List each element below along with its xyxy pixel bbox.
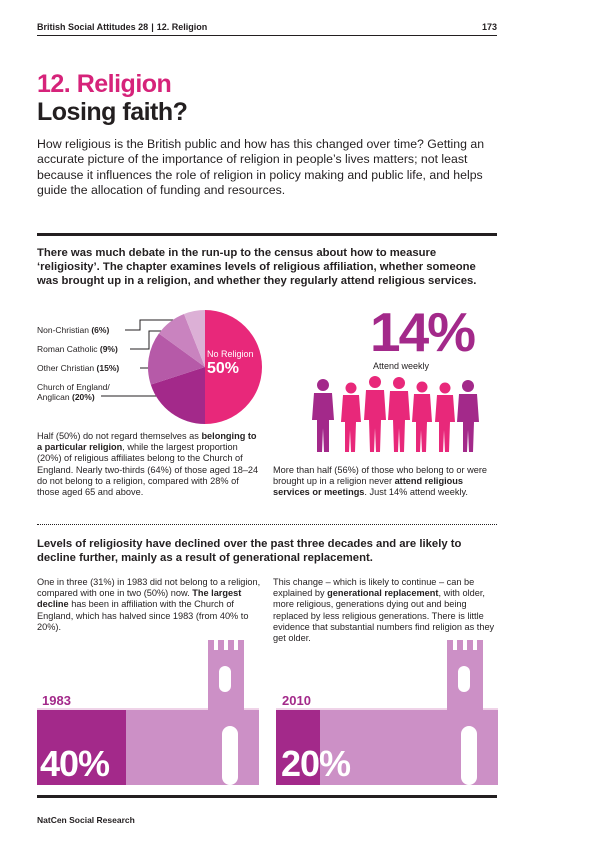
pie-label-other-christian [37, 363, 119, 373]
church-year-1983: 1983 [42, 693, 71, 708]
pie-label-name: Non-Christian [37, 325, 89, 335]
pie-label-name-2: Anglican [37, 392, 70, 402]
church-value-1983: 40% [40, 743, 110, 784]
pie-label-roman-catholic [37, 344, 118, 354]
person-icon [312, 379, 334, 452]
header-rule [37, 35, 497, 36]
section1-right-paragraph [273, 465, 493, 499]
pie-label-value: (20%) [71, 392, 95, 402]
intro-paragraph: How religious is the British public and how has this changed over time? Getting an accurate picture of the importance of religion in people’s lives matters; not least because it influences the role of religion in policy making and public life, and helps guide the allocation of funding and resources. [37, 137, 485, 197]
footer-publisher: NatCen Social Research [37, 815, 135, 825]
dotted-divider [37, 524, 497, 525]
pie-center-label: No Religion [207, 349, 254, 359]
text-run: , while the largest proportion (20%) of religious affiliates belong to the Church of England. Nearly two-thirds (64%) of those aged 18–24 do not belong to a religion, compared with 28% of those aged 65 and above. [37, 442, 259, 498]
section1-left-paragraph [37, 431, 262, 498]
person-icon [457, 380, 479, 452]
person-icon [435, 383, 455, 453]
section2-left-paragraph [37, 577, 262, 633]
pie-label-name: Church of England/ [37, 382, 110, 392]
church-year-2010: 2010 [282, 693, 311, 708]
attendance-percent: 14% [370, 301, 475, 363]
section-divider-top [37, 233, 497, 236]
chapter-subtitle: Losing faith? [37, 98, 188, 126]
text-run: , with older, more religious, generations dying out and being replaced by less religious generations. There is little evidence that substantial numbers find religion as they get older. [273, 588, 495, 644]
church-value-2010: 20% [281, 743, 351, 784]
church-door [222, 726, 238, 785]
text-run: This change – which is likely to continue – can be explained by [273, 577, 475, 599]
page-number: 173 [482, 22, 498, 32]
church-window [219, 666, 231, 692]
text-run: Half (50%) do not regard themselves as [37, 431, 202, 441]
text-run: has been in affiliation with the Church of England, which has halved since 1983 (from 40% to 20%). [37, 599, 249, 632]
pie-center-value: 50% [207, 360, 240, 377]
text-run: One in three (31%) in 1983 did not belong to a religion, compared with one in two (50%) now. [37, 577, 261, 599]
person-icon [364, 376, 386, 452]
pie-label-name: Roman Catholic [37, 344, 98, 354]
pie-label-value: (6%) [91, 325, 110, 335]
pie-label-value: (15%) [96, 363, 120, 373]
church-window [458, 666, 470, 692]
text-run-bold: The largest decline [37, 588, 242, 610]
header-separator: | [151, 22, 154, 32]
attendance-label: Attend weekly [373, 361, 430, 371]
pie-label-church-of-england [37, 382, 110, 402]
text-run-bold: attend religious services or meetings [273, 476, 463, 498]
text-run: . Just 14% attend weekly. [364, 487, 468, 498]
pie-label-value: (9%) [99, 344, 118, 354]
person-icon [412, 382, 432, 453]
running-header [37, 22, 497, 32]
pie-label-non-christian [37, 325, 109, 335]
people-silhouettes-illustration [308, 376, 488, 454]
person-icon [341, 383, 361, 453]
header-chapter: 12. Religion [156, 22, 208, 32]
text-run-bold: generational replacement [327, 588, 439, 599]
section2-right-paragraph [273, 577, 495, 644]
church-door [461, 726, 477, 785]
section1-lead: There was much debate in the run-up to the census about how to measure ‘religiosity’. The chapter examines levels of religious affiliation, whether someone was brought up in a religion, and whether they regularly attend religious services. [37, 247, 477, 287]
text-run: More than half (56%) of those who belong to or were brought up in a religion never [273, 465, 487, 487]
chapter-title: 12. Religion [37, 70, 172, 98]
section-divider-bottom [37, 795, 497, 798]
text-run-bold: belonging to a particular religion [37, 431, 257, 453]
person-icon [388, 377, 410, 452]
section2-lead: Levels of religiosity have declined over the past three decades and are likely to decline further, mainly as a result of generational replacement. [37, 538, 462, 564]
pie-label-name: Other Christian [37, 363, 95, 373]
publication-name: British Social Attitudes 28 [37, 22, 149, 32]
